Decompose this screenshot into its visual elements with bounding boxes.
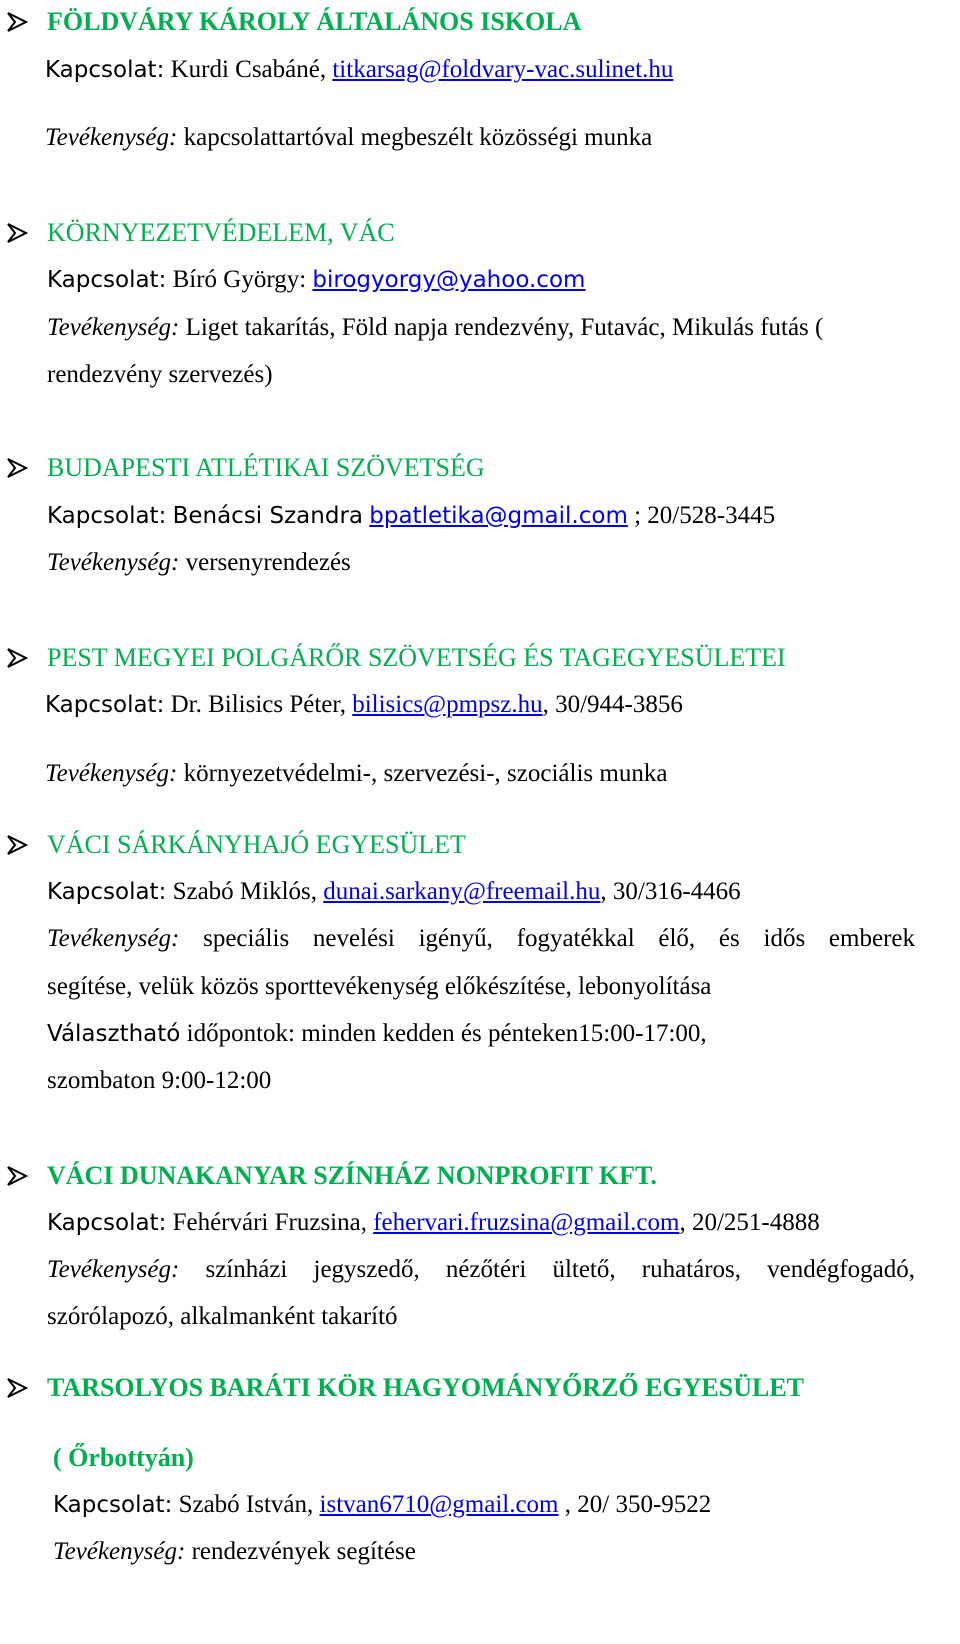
times-line: Választható időpontok: minden kedden és pénteken15:00-17:00, (47, 1020, 707, 1047)
activity-line: Tevékenység: Liget takarítás, Föld napja rendezvény, Futavác, Mikulás futás ( (47, 314, 824, 341)
entry-title: BUDAPESTI ATLÉTIKAI SZÖVETSÉG (47, 453, 485, 482)
email-link[interactable]: titkarsag@foldvary-vac.sulinet.hu (332, 56, 674, 83)
arrow-bullet-icon (6, 642, 30, 674)
email-link[interactable]: fehervari.fruzsina@gmail.com (373, 1209, 680, 1236)
email-link[interactable]: istvan6710@gmail.com (319, 1491, 559, 1518)
activity-line: Tevékenység: kapcsolattartóval megbeszélt közösségi munka (45, 124, 653, 151)
email-link[interactable]: dunai.sarkany@freemail.hu (323, 878, 601, 905)
entry-title: FÖLDVÁRY KÁROLY ÁLTALÁNOS ISKOLA (47, 7, 582, 36)
entry-title: TARSOLYOS BARÁTI KÖR HAGYOMÁNYŐRZŐ EGYESÜLET (47, 1373, 805, 1402)
arrow-bullet-icon (6, 217, 30, 249)
activity-line-continued: segítése, velük közös sporttevékenység előkészítése, lebonyolítása (47, 973, 712, 1000)
entry-title: VÁCI DUNAKANYAR SZÍNHÁZ NONPROFIT KFT. (47, 1161, 657, 1190)
email-link[interactable]: birogyorgy@yahoo.com (312, 267, 586, 293)
arrow-bullet-icon (6, 452, 30, 484)
entry-title: KÖRNYEZETVÉDELEM, VÁC (47, 218, 395, 247)
contact-line: Kapcsolat: Szabó István, istvan6710@gmail.com , 20/ 350-9522 (53, 1491, 712, 1518)
activity-line: Tevékenység: speciális nevelési igényű, fogyatékkal élő, és idős emberek (47, 925, 915, 952)
activity-line: Tevékenység: környezetvédelmi-, szervezési-, szociális munka (45, 760, 668, 787)
entry-title: VÁCI SÁRKÁNYHAJÓ EGYESÜLET (47, 830, 466, 859)
contact-line: Kapcsolat: Kurdi Csabáné, titkarsag@foldvary-vac.sulinet.hu (45, 56, 674, 83)
activity-line: Tevékenység: versenyrendezés (47, 549, 351, 576)
email-link[interactable]: bpatletika@gmail.com (369, 503, 628, 529)
contact-line: Kapcsolat: Bíró György: birogyorgy@yahoo.com (47, 266, 586, 293)
contact-line: Kapcsolat: Benácsi Szandra bpatletika@gmail.com ; 20/528-3445 (47, 502, 776, 529)
activity-line: Tevékenység: színházi jegyszedő, nézőtéri ültető, ruhatáros, vendégfogadó, (47, 1256, 915, 1283)
contact-line: Kapcsolat: Dr. Bilisics Péter, bilisics@pmpsz.hu, 30/944-3856 (45, 691, 683, 718)
entry-title: PEST MEGYEI POLGÁRŐR SZÖVETSÉG ÉS TAGEGYESÜLETEI (47, 643, 786, 672)
contact-line: Kapcsolat: Fehérvári Fruzsina, fehervari.fruzsina@gmail.com, 20/251-4888 (47, 1209, 820, 1236)
entry-subtitle: ( Őrbottyán) (53, 1443, 194, 1472)
activity-line-continued: szórólapozó, alkalmanként takarító (47, 1303, 398, 1330)
contact-line: Kapcsolat: Szabó Miklós, dunai.sarkany@freemail.hu, 30/316-4466 (47, 878, 741, 905)
activity-line-continued: rendezvény szervezés) (47, 361, 273, 388)
activity-line: Tevékenység: rendezvények segítése (53, 1538, 416, 1565)
arrow-bullet-icon (6, 6, 30, 38)
email-link[interactable]: bilisics@pmpsz.hu (352, 691, 543, 718)
arrow-bullet-icon (6, 829, 30, 861)
arrow-bullet-icon (6, 1160, 30, 1192)
arrow-bullet-icon (6, 1372, 30, 1404)
times-line-continued: szombaton 9:00-12:00 (47, 1067, 272, 1094)
